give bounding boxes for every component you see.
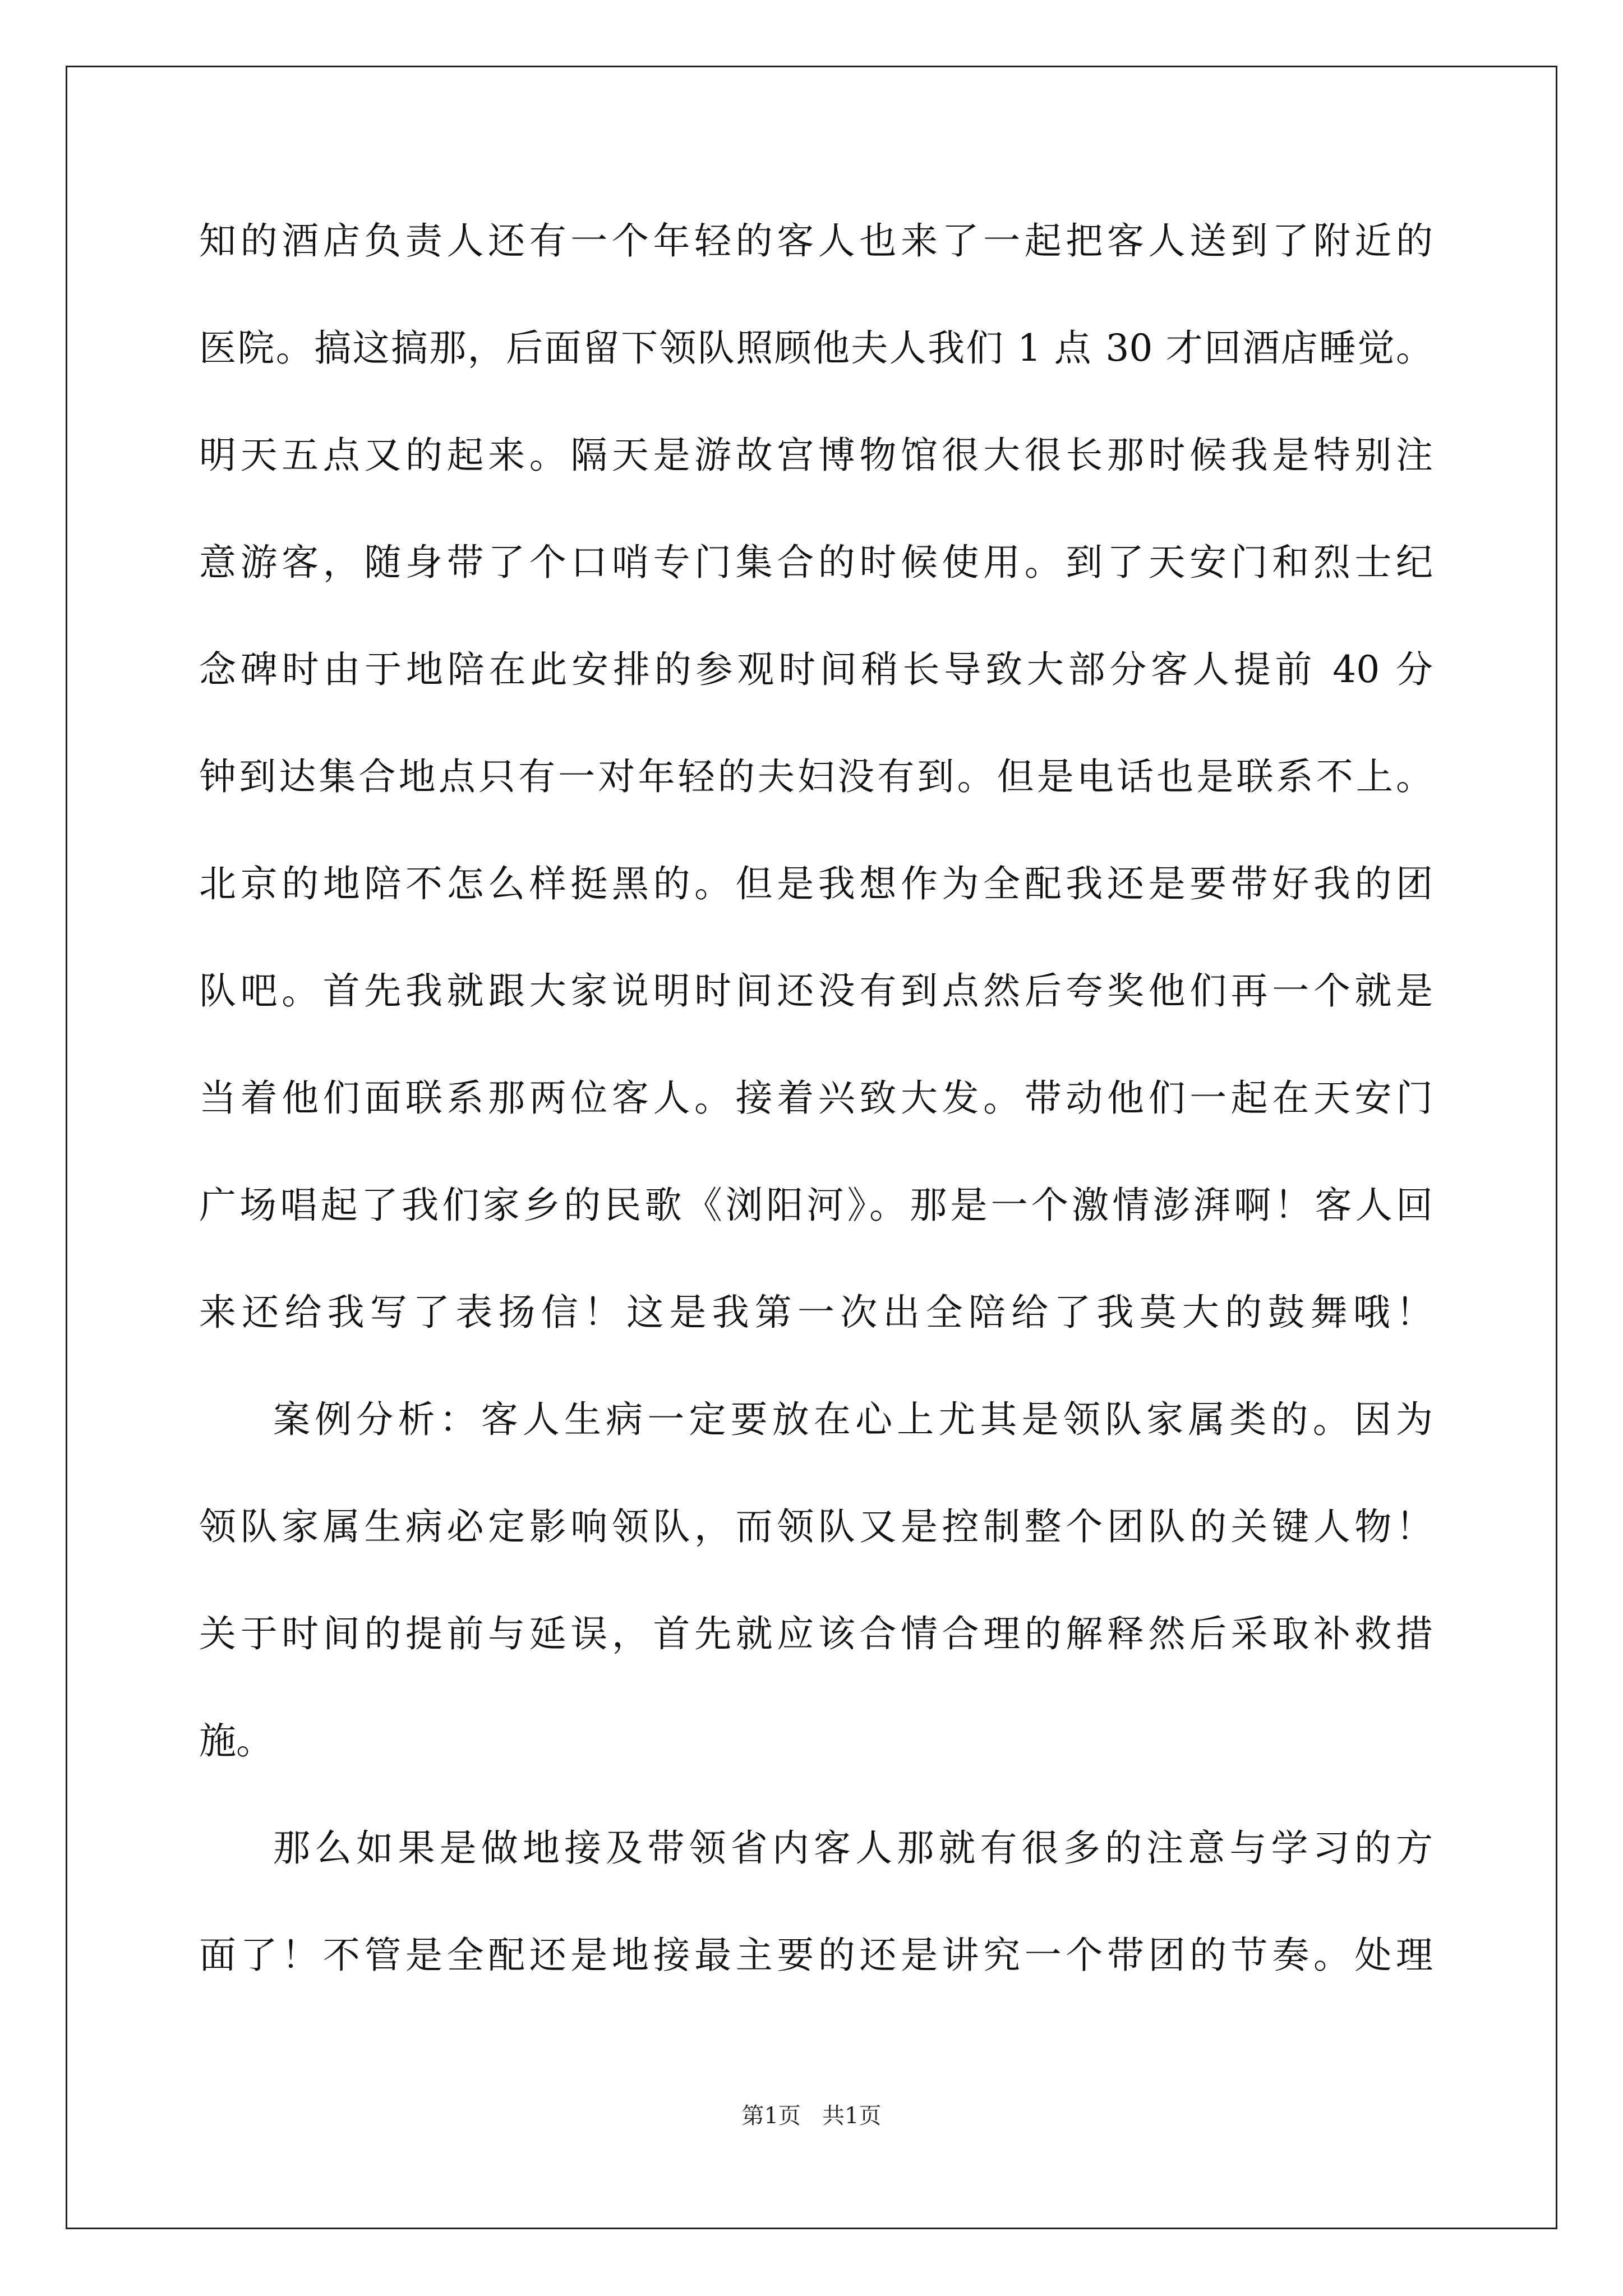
text-line: 案例分析：客人生病一定要放在心上尤其是领队家属类的。因为 — [273, 1398, 1433, 1441]
text-line: 知的酒店负责人还有一个年轻的客人也来了一起把客人送到了附近的 — [199, 219, 1433, 263]
text-line: 领队家属生病必定影响领队，而领队又是控制整个团队的关键人物！ — [199, 1505, 1433, 1548]
text-line: 念碑时由于地陪在此安排的参观时间稍长导致大部分客人提前 40 分 — [199, 648, 1433, 691]
text-line: 当着他们面联系那两位客人。接着兴致大发。带动他们一起在天安门 — [199, 1076, 1433, 1120]
text-line: 施。 — [199, 1719, 273, 1763]
text-line: 面了！不管是全配还是地接最主要的还是讲究一个带团的节奏。处理 — [199, 1934, 1433, 1977]
text-line: 医院。搞这搞那，后面留下领队照顾他夫人我们 1 点 30 才回酒店睡觉。 — [199, 326, 1433, 370]
page-frame — [66, 66, 1557, 2229]
text-line: 广场唱起了我们家乡的民歌《浏阳河》。那是一个激情澎湃啊！客人回 — [199, 1184, 1433, 1227]
text-line: 关于时间的提前与延误，首先就应该合情合理的解释然后采取补救措 — [199, 1612, 1433, 1655]
text-line: 钟到达集合地点只有一对年轻的夫妇没有到。但是电话也是联系不上。 — [199, 755, 1433, 798]
text-line: 意游客，随身带了个口哨专门集合的时候使用。到了天安门和烈士纪 — [199, 541, 1433, 584]
text-line: 来还给我写了表扬信！这是我第一次出全陪给了我莫大的鼓舞哦！ — [199, 1291, 1433, 1334]
page-number-footer: 第1页 共1页 — [741, 2103, 882, 2129]
text-line: 明天五点又的起来。隔天是游故宫博物馆很大很长那时候我是特别注 — [199, 434, 1433, 477]
text-line: 队吧。首先我就跟大家说明时间还没有到点然后夸奖他们再一个就是 — [199, 969, 1433, 1013]
text-line: 那么如果是做地接及带领省内客人那就有很多的注意与学习的方 — [273, 1826, 1433, 1870]
text-line: 北京的地陪不怎么样挺黑的。但是我想作为全配我还是要带好我的团 — [199, 862, 1433, 905]
